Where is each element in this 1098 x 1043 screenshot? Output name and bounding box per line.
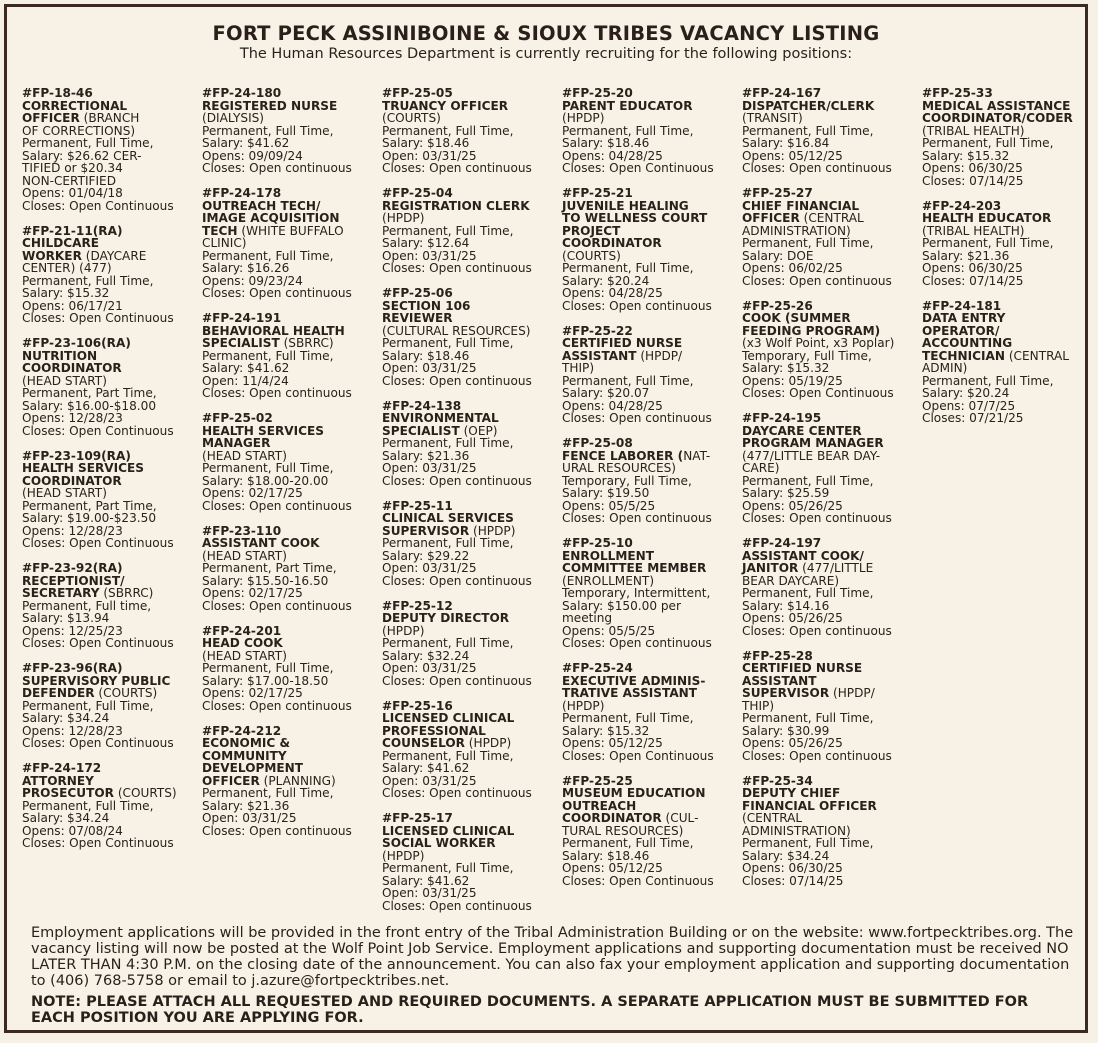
job-title: MUSEUM EDUCATION OUTREACH COORDINATOR — [562, 786, 706, 825]
job-code: #FP-23-106(RA) — [22, 336, 131, 350]
job-listing — [22, 87, 200, 212]
job-title: CHIEF FINANCIAL OFFICER — [742, 198, 860, 225]
job-listing — [742, 87, 920, 175]
job-code: #FP-24-212 — [202, 723, 282, 738]
job-title: FENCE LABORER ( — [562, 448, 684, 463]
job-code: #FP-24-195 — [742, 411, 822, 425]
job-code: #FP-25-16 — [382, 698, 453, 713]
job-department: (DAYCARE CENTER) (477) — [22, 248, 147, 275]
job-department: (TRIBAL HEALTH) — [922, 223, 1025, 238]
job-details: Permanent, Full Time, Salary: $41.62 Open: 03/31/25 Closes: Open continuous — [382, 748, 532, 800]
job-details: Permanent, Full Time, Salary: $16.84 Opens: 05/12/25 Closes: Open continuous — [742, 123, 892, 175]
job-listing — [562, 437, 740, 525]
job-code: #FP-25-20 — [562, 86, 633, 100]
job-title: DATA ENTRY OPERATOR/ ACCOUNTING TECHNICIAN — [922, 311, 1013, 363]
job-details: Permanent, Full Time, Salary: $29.22 Open: 03/31/25 Closes: Open continuous — [382, 536, 532, 588]
job-details: Permanent, Full Time, Salary: $18.46 Opens: 04/28/25 Closes: Open Continuous — [562, 123, 714, 175]
job-title: CHILDCARE WORKER — [22, 236, 100, 263]
job-code: #FP-25-10 — [562, 536, 633, 550]
job-listing — [742, 650, 920, 763]
job-title: COOK (SUMMER FEEDING PROGRAM) — [742, 311, 881, 338]
job-details: Permanent, Full Time, Salary: $21.36 Opens: 06/30/25 Closes: 07/14/25 — [922, 236, 1054, 288]
job-code: #FP-25-04 — [382, 186, 453, 200]
job-code: #FP-25-34 — [742, 773, 813, 788]
job-department: (477/LITTLE BEAR DAY- CARE) — [742, 448, 881, 475]
job-details: Permanent, Full Time, Salary: $17.00-18.50 Opens: 02/17/25 Closes: Open continuous — [202, 661, 352, 713]
job-title: ENVIRONMENTAL SPECIALIST — [382, 411, 499, 438]
job-title: NUTRITION COORDINATOR — [22, 348, 122, 375]
job-code: #FP-24-167 — [742, 86, 822, 100]
job-department: (ENROLLMENT) — [562, 573, 655, 588]
job-details: Permanent, Full Time, Salary: $34.24 Opens: 07/08/24 Closes: Open Continuous — [22, 798, 174, 850]
job-listing — [22, 562, 200, 650]
job-details: Permanent, Full Time, Salary: $15.32 Opens: 05/12/25 Closes: Open Continuous — [562, 711, 714, 763]
job-title: EXECUTIVE ADMINIS- TRATIVE ASSISTANT — [562, 673, 706, 700]
job-details: Permanent, Full Time, Salary: $41.62 Open: 03/31/25 Closes: Open continuous — [382, 861, 532, 913]
job-title: RECEPTIONIST/ SECRETARY — [22, 573, 125, 600]
job-details: Permanent, Full Time, Salary: $30.99 Opens: 05/26/25 Closes: Open continuous — [742, 711, 892, 763]
job-department: (HPDP) — [382, 211, 425, 225]
job-code: #FP-25-17 — [382, 811, 453, 825]
job-details: Permanent, Full Time, Salary: $15.32 Opens: 06/17/21 Closes: Open Continuous — [22, 273, 174, 325]
job-details: Permanent, Full Time, Salary: $41.62 Opens: 09/09/24 Closes: Open continuous — [202, 123, 352, 175]
job-department: (TRIBAL HEALTH) — [922, 123, 1025, 138]
job-details: Permanent, Full time, Salary: $13.94 Opens: 12/25/23 Closes: Open Continuous — [22, 598, 174, 650]
job-department: (DIALYSIS) — [202, 111, 265, 125]
job-title: TRUANCY OFFICER — [382, 98, 509, 113]
job-code: #FP-23-96(RA) — [22, 661, 123, 675]
job-department: (COURTS) — [382, 111, 441, 125]
job-title: HEAD COOK — [202, 636, 283, 650]
job-department: (HEAD START) — [202, 548, 287, 563]
job-department: (HPDP/ THIP) — [742, 686, 875, 713]
column-4 — [562, 87, 740, 900]
job-title: HEALTH EDUCATOR — [922, 211, 1052, 225]
page-subtitle: The Human Resources Department is currently recruiting for the following positions: — [239, 46, 853, 62]
job-code: #FP-23-110 — [202, 523, 282, 538]
job-title: LICENSED CLINICAL SOCIAL WORKER — [382, 823, 515, 850]
job-listing — [202, 87, 380, 175]
job-details: Permanent, Part Time, Salary: $16.00-$18.00 Opens: 12/28/23 Closes: Open Continuous — [22, 386, 174, 438]
job-details: Permanent, Full Time, Salary: $20.24 Opens: 04/28/25 Closes: Open continuous — [562, 261, 712, 313]
job-title: DISPATCHER/CLERK — [742, 98, 875, 113]
job-department: (HPDP) — [382, 848, 425, 863]
job-department: (HPDP) — [382, 623, 425, 638]
job-details: Permanent, Full Time, Salary: $15.32 Opens: 06/30/25 Closes: 07/14/25 — [922, 136, 1054, 188]
job-details: Permanent, Full Time, Salary: $12.64 Open: 03/31/25 Closes: Open continuous — [382, 223, 532, 275]
job-details: Permanent, Full Time, Salary: $32.24 Open: 03/31/25 Closes: Open continuous — [382, 636, 532, 688]
job-title: ENROLLMENT COMMITTEE MEMBER — [562, 548, 707, 575]
job-code: #FP-18-46 — [22, 86, 93, 100]
job-code: #FP-24-181 — [922, 298, 1002, 313]
job-code: #FP-25-25 — [562, 773, 633, 788]
job-title: DEPUTY CHIEF FINANCIAL OFFICER — [742, 786, 877, 813]
job-details: Permanent, Full Time, Salary: $18.46 Opens: 05/12/25 Closes: Open Continuous — [562, 836, 714, 888]
job-listing — [202, 525, 380, 613]
job-department: (x3 Wolf Point, x3 Poplar) — [742, 336, 895, 350]
job-department: (TRANSIT) — [742, 111, 803, 125]
job-department: (HEAD START) — [22, 373, 107, 388]
job-department: (COURTS) — [562, 248, 621, 263]
job-details: Permanent, Part Time, Salary: $19.00-$23.50 Opens: 12/28/23 Closes: Open Continuous — [22, 498, 174, 550]
job-title: CERTIFIED NURSE ASSISTANT — [562, 336, 683, 363]
listing-frame — [4, 4, 1088, 1033]
job-listing — [22, 337, 200, 437]
job-code: #FP-25-12 — [382, 598, 453, 613]
job-title: CLINICAL SERVICES SUPERVISOR — [382, 511, 514, 538]
job-department: (WHITE BUFFALO CLINIC) — [202, 223, 344, 250]
job-title: PARENT EDUCATOR — [562, 98, 693, 113]
job-code: #FP-25-27 — [742, 186, 813, 200]
job-details: Permanent, Full Time, Salary: $25.59 Opens: 05/26/25 Closes: Open continuous — [742, 473, 892, 525]
job-listing — [922, 200, 1098, 288]
job-details: Permanent, Full Time, Salary: $41.62 Open: 11/4/24 Closes: Open continuous — [202, 348, 352, 400]
job-department: (HPDP) — [562, 698, 605, 713]
job-listing — [742, 412, 920, 525]
job-details: Temporary, Full Time, Salary: $15.32 Opens: 05/19/25 Closes: Open Continuous — [742, 348, 894, 400]
job-code: #FP-25-22 — [562, 323, 633, 338]
job-title: SECTION 106 REVIEWER — [382, 298, 471, 325]
job-title: REGISTERED NURSE — [202, 98, 338, 113]
job-listing — [922, 87, 1098, 187]
job-code: #FP-24-172 — [22, 761, 102, 775]
job-listing — [562, 325, 740, 425]
job-code: #FP-25-24 — [562, 661, 633, 675]
job-department: (HPDP/ THIP) — [562, 348, 683, 375]
job-listing — [562, 187, 740, 312]
job-title: LICENSED CLINICAL PROFESSIONAL COUNSELOR — [382, 711, 515, 750]
column-1 — [22, 87, 200, 862]
footer-instructions: Employment applications will be provided in the front entry of the Tribal Administration Building or on the website: www.fortpecktribes.org. The vacancy listing will now be posted at the Wolf Point Job Service. Employment applications and supporting documentation must be received NO LATER THAN 4:30 P.M. on the closing date of the announcement. You can also fax your employment application and supporting documentation to (406) 768-5758 or email to j.azure@fortpecktribes.net. — [31, 925, 1074, 989]
job-code: #FP-24-191 — [202, 311, 282, 325]
job-department: (HEAD START) — [202, 648, 287, 663]
job-listing — [562, 87, 740, 175]
job-department: (CULTURAL RESOURCES) — [382, 323, 531, 338]
job-listing — [382, 812, 560, 912]
job-code: #FP-25-06 — [382, 286, 453, 300]
job-department: (PLANNING) — [259, 773, 336, 788]
job-code: #FP-25-33 — [922, 86, 993, 100]
job-listing — [742, 537, 920, 637]
job-title: OUTREACH TECH/ IMAGE ACQUISITION TECH — [202, 198, 340, 238]
job-details: Permanent, Full Time, Salary: $21.36 Open: 03/31/25 Closes: Open continuous — [202, 786, 352, 838]
job-details: Permanent, Part Time, Salary: $15.50-16.50 Opens: 02/17/25 Closes: Open continuous — [202, 561, 352, 613]
job-code: #FP-25-26 — [742, 298, 813, 313]
job-code: #FP-24-203 — [922, 198, 1002, 213]
job-listing — [202, 625, 380, 713]
job-listing — [382, 400, 560, 488]
job-listing — [202, 412, 380, 512]
job-department: (CENTRAL ADMINISTRATION) — [742, 811, 851, 838]
job-title: BEHAVIORAL HEALTH SPECIALIST — [202, 323, 345, 350]
job-details: Permanent, Full Time, Salary: $34.24 Opens: 06/30/25 Closes: 07/14/25 — [742, 836, 874, 888]
job-code: #FP-24-178 — [202, 186, 282, 200]
job-code: #FP-21-11(RA) — [22, 223, 123, 238]
job-code: #FP-25-08 — [562, 436, 633, 450]
job-department: (COURTS) — [113, 786, 177, 800]
job-department: (CUL- TURAL RESOURCES) — [562, 811, 699, 838]
job-department: (BRANCH OF CORRECTIONS) — [22, 111, 140, 138]
job-details: Permanent, Full Time, Salary: DOE Opens: 06/02/25 Closes: Open continuous — [742, 236, 892, 288]
job-title: HEALTH SERVICES COORDINATOR — [22, 461, 145, 488]
job-department: (CENTRAL ADMINISTRATION) — [742, 211, 864, 238]
column-2 — [202, 87, 380, 850]
job-title: DEPUTY DIRECTOR — [382, 611, 510, 625]
job-code: #FP-25-28 — [742, 648, 813, 663]
job-details: Permanent, Full Time, Salary: $14.16 Opens: 05/26/25 Closes: Open continuous — [742, 586, 892, 638]
job-code: #FP-24-197 — [742, 536, 822, 550]
job-code: #FP-25-21 — [562, 186, 633, 200]
job-listing — [382, 187, 560, 275]
job-listing — [742, 300, 920, 400]
job-listing — [562, 662, 740, 762]
job-code: #FP-23-92(RA) — [22, 561, 123, 575]
job-title: ASSISTANT COOK/ JANITOR — [742, 548, 864, 575]
footer-note: NOTE: PLEASE ATTACH ALL REQUESTED AND REQUIRED DOCUMENTS. A SEPARATE APPLICATION MUST BE SUBMITTED FOR EACH POSITION YOU ARE APPLYING FOR. — [31, 994, 1029, 1026]
job-department: (477/LITTLE BEAR DAYCARE) — [742, 561, 874, 588]
job-listing — [202, 312, 380, 400]
job-details: Temporary, Intermittent, Salary: $150.00 per meeting Opens: 05/5/25 Closes: Open continuous — [562, 586, 712, 650]
job-department: NAT- URAL RESOURCES) — [562, 448, 711, 475]
job-details: Permanent, Full Time, Salary: $20.24 Opens: 07/7/25 Closes: 07/21/25 — [922, 373, 1054, 425]
job-listing — [22, 662, 200, 750]
job-code: #FP-25-05 — [382, 86, 453, 100]
job-listing — [562, 537, 740, 650]
job-listing — [382, 700, 560, 800]
job-title: MEDICAL ASSISTANCE COORDINATOR/CODER — [922, 98, 1073, 125]
job-listing — [742, 187, 920, 287]
job-department: (HPDP) — [469, 523, 516, 538]
job-listing — [382, 287, 560, 387]
job-listing — [382, 87, 560, 175]
job-title: JUVENILE HEALING TO WELLNESS COURT PROJECT COORDINATOR — [562, 198, 708, 250]
job-title: CORRECTIONAL OFFICER — [22, 98, 128, 125]
job-listing — [922, 300, 1098, 425]
job-department: (COURTS) — [94, 686, 158, 700]
job-code: #FP-24-180 — [202, 86, 282, 100]
job-code: #FP-25-02 — [202, 411, 273, 425]
job-listing — [742, 775, 920, 888]
job-title: REGISTRATION CLERK — [382, 198, 530, 213]
job-title: ECONOMIC & COMMUNITY DEVELOPMENT OFFICER — [202, 736, 304, 788]
job-details: Permanent, Full Time, Salary: $34.24 Opens: 12/28/23 Closes: Open Continuous — [22, 698, 174, 750]
job-details: Permanent, Full Time, Salary: $16.26 Opens: 09/23/24 Closes: Open continuous — [202, 248, 352, 300]
job-listing — [382, 600, 560, 688]
job-department: (OEP) — [459, 423, 498, 438]
job-details: Temporary, Full Time, Salary: $19.50 Opens: 05/5/25 Closes: Open continuous — [562, 473, 712, 525]
job-code: #FP-25-11 — [382, 498, 453, 513]
job-code: #FP-24-138 — [382, 398, 462, 413]
job-listing — [202, 725, 380, 838]
job-details: Permanent, Full Time, Salary: $18.46 Open: 03/31/25 Closes: Open continuous — [382, 336, 532, 388]
job-details: Permanent, Full Time, Salary: $20.07 Opens: 04/28/25 Closes: Open continuous — [562, 373, 712, 425]
job-details: Permanent, Full Time, Salary: $18.46 Open: 03/31/25 Closes: Open continuous — [382, 123, 532, 175]
job-code: #FP-24-201 — [202, 623, 282, 638]
job-details: Permanent, Full Time, Salary: $26.62 CER- TIFIED or $20.34 NON-CERTIFIED Opens: 01/04/18 Closes: Open Continuous — [22, 136, 174, 213]
job-title: SUPERVISORY PUBLIC DEFENDER — [22, 673, 171, 700]
job-listing — [562, 775, 740, 888]
job-department: (SBRRC) — [99, 586, 154, 600]
job-listing — [202, 187, 380, 300]
job-listing — [22, 762, 200, 850]
job-details: Permanent, Full Time, Salary: $18.00-20.00 Opens: 02/17/25 Closes: Open continuous — [202, 461, 352, 513]
column-5 — [742, 87, 920, 900]
job-details: Permanent, Full Time, Salary: $21.36 Open: 03/31/25 Closes: Open continuous — [382, 436, 532, 488]
job-title: ATTORNEY PROSECUTOR — [22, 773, 114, 800]
job-department: (CENTRAL ADMIN) — [922, 348, 1070, 375]
job-department: (HEAD START) — [202, 448, 287, 463]
job-title: ASSISTANT COOK — [202, 536, 320, 550]
page-title: FORT PECK ASSINIBOINE & SIOUX TRIBES VACANCY LISTING — [212, 22, 880, 45]
job-department: (HPDP) — [464, 736, 512, 750]
job-listing — [22, 450, 200, 550]
column-3 — [382, 87, 560, 925]
job-code: #FP-23-109(RA) — [22, 448, 131, 463]
job-title: CERTIFIED NURSE ASSISTANT SUPERVISOR — [742, 661, 863, 700]
job-title: DAYCARE CENTER PROGRAM MANAGER — [742, 423, 884, 450]
job-department: (SBRRC) — [279, 336, 334, 350]
job-department: (HEAD START) — [22, 486, 107, 500]
column-6 — [922, 87, 1098, 437]
job-listing — [382, 500, 560, 588]
job-listing — [22, 225, 200, 325]
job-title: HEALTH SERVICES MANAGER — [202, 423, 325, 450]
job-department: (HPDP) — [562, 111, 605, 125]
